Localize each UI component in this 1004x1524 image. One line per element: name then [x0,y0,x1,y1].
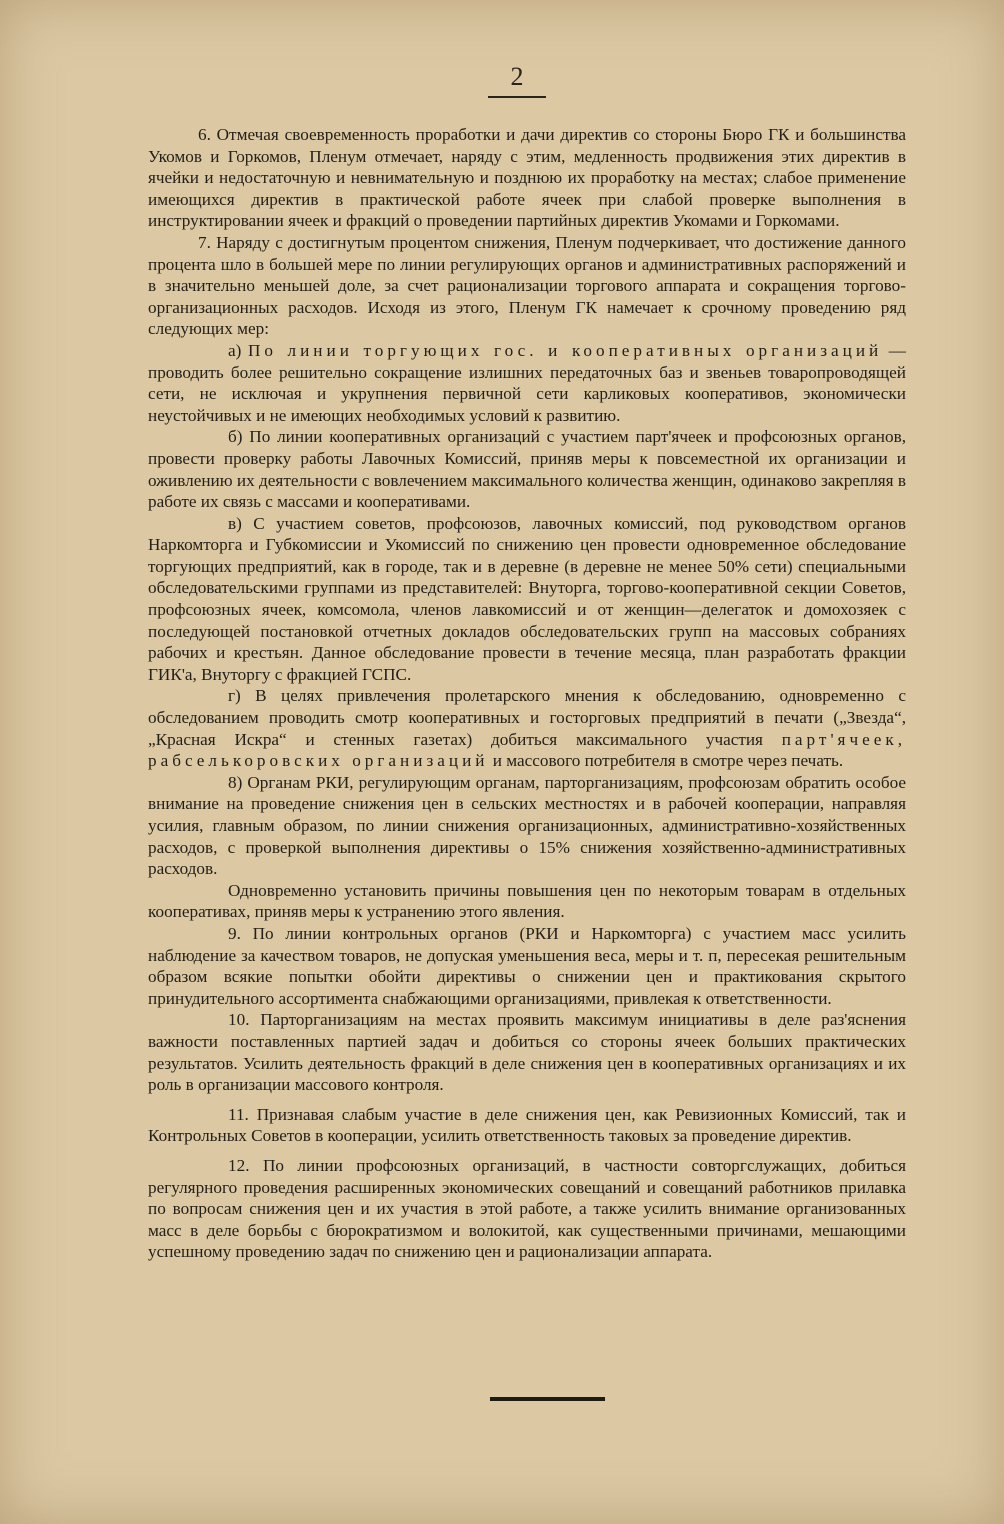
item-g-tail: и массового потребителя в смотре через печать. [488,751,844,771]
item-a-spaced-heading: По линии торгующих гос. и кооперативных организаций [247,340,883,360]
paragraph-7: 7. Наряду с достигнутым процентом снижения, Пленум подчеркивает, что достижение данного процента шло в большей мере по линии регулирующих органов и административных распоряжений и в значительно меньшей доле, за счет рационализации торгового аппарата и сокращения торгово-организационных расходов. Исходя из этого, Пленум ГК намечает к срочному проведению ряд следующих мер: [148,232,906,339]
item-a-prefix: а) [228,340,248,360]
item-a-text: —проводить более решительно сокращение излишних передаточных баз и звеньев товаропроводящей сети, не исключая и укрупнения первичной сети карликовых кооперативов, экономически неустойчивых и не имеющих необходимых условий к развитию. [148,340,906,425]
paragraph-9: 9. По линии контрольных органов (РКИ и Наркомторга) с участием масс усилить наблюдение за качеством товаров, не допуская уменьшения веса, меры и т. п, пересекая решительным образом всякие попытки обойти директивы о снижении цен и практикования скрытого принудительного ассортимента снабжающими организациями, привлекая к ответственности. [148,923,906,1008]
item-g [148,685,906,771]
item-b: б) По линии кооперативных организаций с участием парт'ячеек и профсоюзных органов, провести проверку работы Лавочных Комиссий, приняв меры к повсеместной их организации и оживлению их деятельности с вовлечением максимального количества женщин, одинаково закрепляя в работе их связь с массами и кооперативами. [148,427,906,512]
paragraph-8-continued: Одновременно установить причины повышения цен по некоторым товарам в отдельных кооперативах, приняв меры к устранению этого явления. [148,880,906,922]
document-body [148,124,906,1263]
page-number-underline [488,96,546,98]
item-g-spaced-text: парт'ячеек, рабселькоровских организаций [148,729,906,771]
item-a [148,340,906,426]
page-number: 2 [510,62,524,91]
paragraph-6: 6. Отмечая своевременность проработки и дачи директив со стороны Бюро ГК и большинства Укомов и Горкомов, Пленум отмечает, наряду с этим, медленность продвижения этих директив в ячейки и недостаточную и невнимательную и позднюю их проработку на местах; слабое применение имеющихся директив в практической работе ячеек при слабой проверке выполнения в инструктировании ячеек и фракций о проведении партийных директив Укомами и Горкомами. [148,125,906,231]
paragraph-8: 8) Органам РКИ, регулирующим органам, парторганизациям, профсоюзам обратить особое внимание на проведение снижения цен в сельских местностях и в рабочей кооперации, направляя усилия, главным образом, по линии снижения организационных, административно-хозяйственных расходов, с проверкой выполнения директивы о 15% снижения хозяйственно-административных расходов. [148,772,906,879]
closing-rule [490,1397,605,1401]
item-g-text: г) В целях привлечения пролетарского мнения к обследованию, одновременно с обследованием проводить смотр кооперативных и госторговых предприятий в печати („Звезда“, „Красная Искра“ и стенных газетах) добиться максимального участия [148,686,906,749]
paragraph-12: 12. По линии профсоюзных организаций, в частности совторгслужащих, добиться регулярного проведения расширенных экономических совещаний и совещаний работников прилавка по вопросам снижения цен и их участия в этой работе, а также усилить внимание организованных масс в деле борьбы с бюрократизмом и волокитой, как существенными причинами, мешающими успешному проведению задач по снижению цен и рационализации аппарата. [148,1155,906,1262]
item-v: в) С участием советов, профсоюзов, лавочных комиссий, под руководством органов Наркомторга и Губкомиссии и Укомиссий по снижению цен провести одновременное обследование торгующих предприятий, как в городе, так и в деревне (в деревне не менее 50% сети) специальными обследовательскими группами из представителей: Внуторга, торгово-кооперативной секции Советов, профсоюзных ячеек, комсомола, членов лавкомиссий и от женщин—делегаток и домохозяек с последующей постановкой отчетных докладов обследовательских групп на массовых собраниях рабочих и крестьян. Данное обследование провести в течение месяца, план разработать фракции ГИК'а, Внуторгу с фракцией ГСПС. [148,513,906,684]
paragraph-10: 10. Парторганизациям на местах проявить максимум инициативы в деле раз'яснения важности поставленных партией задач и добиться со стороны ячеек больших практических результатов. Усилить деятельность фракций в деле снижения цен в кооперативных организациях и их роль в организации массового контроля. [148,1010,906,1095]
paragraph-11: 11. Признавая слабым участие в деле снижения цен, как Ревизионных Комиссий, так и Контрольных Советов в кооперации, усилить ответственность таковых за проведение директив. [148,1104,906,1146]
